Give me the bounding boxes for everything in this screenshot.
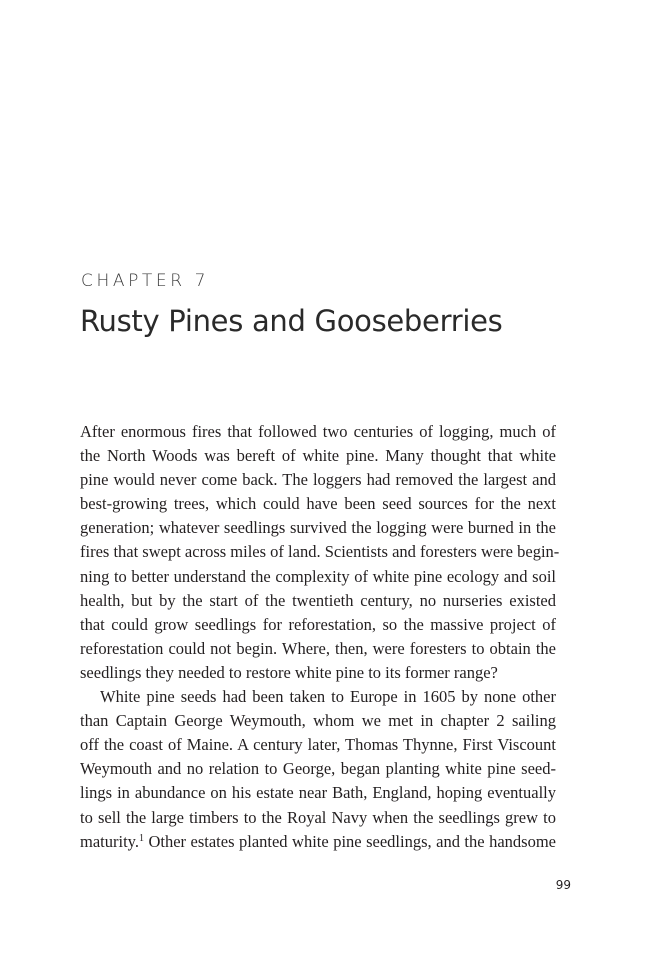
body-line-with-footnote	[80, 830, 556, 854]
body-line: generation; whatever seedlings survived the logging were burned in the	[80, 518, 556, 538]
body-line: seedlings they needed to restore white pine to its former range?	[80, 662, 498, 682]
body-line: lings in abundance on his estate near Bath, England, hoping eventually	[80, 783, 556, 803]
body-line: that could grow seedlings for reforestation, so the massive project of	[80, 614, 556, 634]
body-line: best-growing trees, which could have been seed sources for the next	[80, 494, 556, 514]
body-line: reforestation could not begin. Where, then, were foresters to obtain the	[80, 638, 556, 658]
body-line: to sell the large timbers to the Royal Navy when the seedlings grew to	[80, 807, 556, 827]
body-line: White pine seeds had been taken to Europe in 1605 by none other	[100, 687, 556, 707]
body-text	[80, 420, 560, 854]
chapter-label: CHAPTER 7	[81, 271, 210, 291]
body-line: pine would never come back. The loggers had removed the largest and	[80, 470, 556, 490]
footnote-marker[interactable]: 1	[138, 832, 144, 844]
chapter-title: Rusty Pines and Gooseberries	[80, 304, 503, 338]
body-line: health, but by the start of the twentieth century, no nurseries existed	[80, 590, 556, 610]
page-number: 99	[555, 878, 571, 892]
body-line: the North Woods was bereft of white pine. Many thought that white	[80, 446, 556, 466]
body-line: than Captain George Weymouth, whom we met in chapter 2 sailing	[80, 711, 556, 731]
body-line: fires that swept across miles of land. Scientists and foresters were begin-	[80, 542, 560, 562]
body-line-start: maturity.	[80, 831, 139, 851]
body-line: After enormous fires that followed two centuries of logging, much of	[80, 422, 556, 441]
body-line: Weymouth and no relation to George, began planting white pine seed-	[80, 759, 556, 779]
body-line: ning to better understand the complexity of white pine ecology and soil	[80, 566, 556, 586]
body-line: off the coast of Maine. A century later, Thomas Thynne, First Viscount	[80, 735, 556, 755]
body-line-rest: Other estates planted white pine seedlings, and the handsome	[143, 831, 556, 851]
